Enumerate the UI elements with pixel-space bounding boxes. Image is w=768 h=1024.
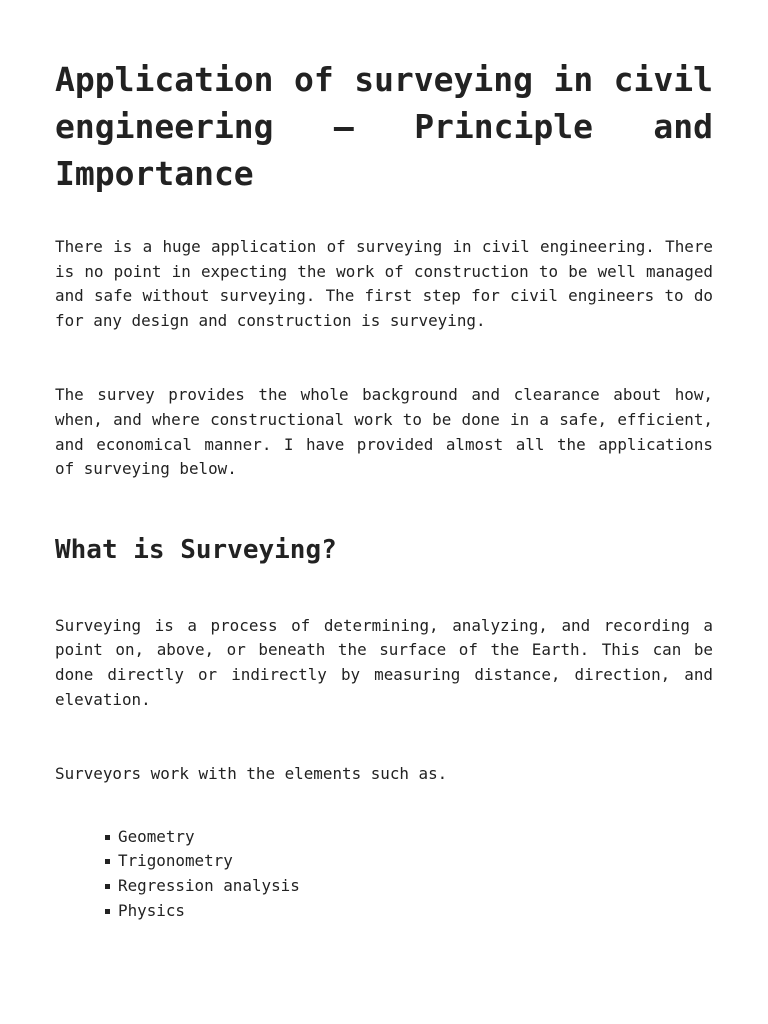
square-bullet-icon bbox=[105, 835, 110, 840]
list-item bbox=[105, 899, 713, 924]
list-item bbox=[105, 849, 713, 874]
section-heading: What is Surveying? bbox=[55, 534, 337, 565]
background-paragraph: The survey provides the whole background and clearance about how, when, and where constructional work to be done in a safe, efficient, and economical manner. I have provided almost all the applications of surveying below. bbox=[55, 385, 713, 479]
list-item-label: Trigonometry bbox=[118, 851, 233, 871]
square-bullet-icon bbox=[105, 884, 110, 889]
article-title: Application of surveying in civil engineering – Principle and Importance bbox=[55, 60, 713, 193]
list-item-label: Regression analysis bbox=[118, 875, 300, 895]
elements-intro-paragraph: Surveyors work with the elements such as. bbox=[55, 764, 448, 784]
intro-paragraph: There is a huge application of surveying in civil engineering. There is no point in expecting the work of construction to be well managed and safe without surveying. The first step for civil engineers to do for any design and construction is surveying. bbox=[55, 237, 713, 330]
list-item-label: Physics bbox=[118, 900, 185, 920]
list-item bbox=[105, 825, 713, 850]
square-bullet-icon bbox=[105, 909, 110, 914]
article bbox=[55, 0, 713, 923]
square-bullet-icon bbox=[105, 859, 110, 864]
list-item-label: Geometry bbox=[118, 826, 195, 846]
list-item bbox=[105, 874, 713, 899]
elements-list bbox=[55, 825, 713, 923]
definition-paragraph: Surveying is a process of determining, analyzing, and recording a point on, above, or beneath the surface of the Earth. This can be done directly or indirectly by measuring distance, direction, and elevation. bbox=[55, 615, 713, 709]
